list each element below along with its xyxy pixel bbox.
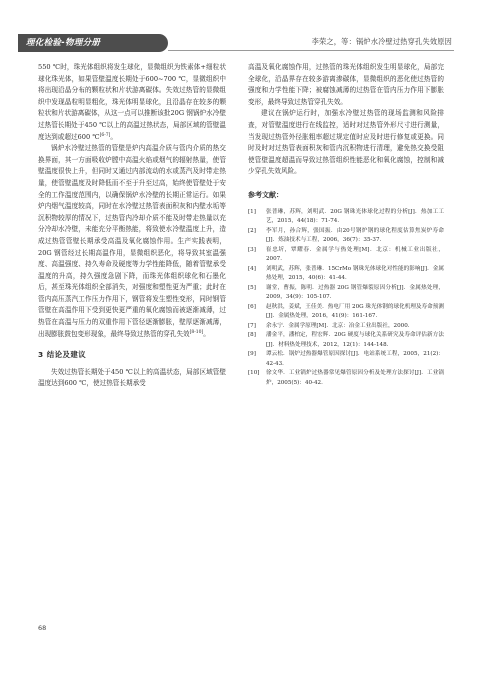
journal-name: 理化检验-物理分册 — [26, 38, 101, 48]
paragraph-end: 。 — [203, 329, 210, 338]
reference-text: 潘金平，潘柏定，程宏辉．20G 硬度与球化关系研究及寿命评估新方法[J]．材料热处理技术，2012，12(1)：144-148． — [266, 332, 444, 348]
reference-text: 张普琳，苏辉，刘明武．20G 钢珠光体球化过程的分析[J]．热加工工艺，2015，44(18)：71-74． — [266, 208, 444, 224]
reference-item — [248, 227, 444, 245]
reference-item — [248, 265, 444, 283]
citation: [6-7] — [99, 132, 111, 138]
reference-text: 谢堂，曹振，陈明．过热器 20G 钢管爆裂原因分析[J]．金属热处理，2009，34(9)：105-107． — [266, 284, 444, 300]
reference-item — [248, 331, 444, 349]
reference-number: [1] — [248, 208, 256, 215]
reference-text: 余永宁．金属学原理[M]．北京：冶金工业出版社，2000． — [266, 322, 414, 329]
reference-list — [248, 208, 444, 388]
page-number: 68 — [38, 624, 47, 632]
paragraph-right-1: 高温及氧化腐蚀作用，过热管的珠光体组织发生明显球化，局部完全球化，沿晶界存在较多游离渗碳体，显微组织的恶化使过热管的强度和力学性能下降；被腐蚀减薄的过热管在管内压力作用下膨胀变形，最终导致过热管穿孔失效。 — [248, 63, 444, 106]
header-rule — [168, 50, 454, 51]
paragraph-left-3: 失效过热管长期处于450 ℃以上的高温状态，局部区域管壁温度达到600 ℃，使过热管长期承受 — [38, 367, 226, 388]
reference-number: [7] — [248, 322, 256, 329]
reference-text: 赵秋洪，姜斌，王佳美．热电厂用 20G 珠光体钢的球化机理及寿命预测[J]．金属热处理，2016，41(9)：161-167． — [266, 303, 444, 319]
reference-item — [248, 350, 444, 368]
paragraph-text: 550 ℃时，珠光体组织将发生球化，显微组织为铁素体+细粒状球化珠光体，如果管壁温度长期处于600~700 ℃，显微组织中将出现沿晶分布的颗粒状和片状游离碳体。失效过热管的显微组织中发现晶粒明显粗化，珠光体明显球化，且沿晶存在较多的颗粒状和片状游离碳体，从这一点可以推断该批20G 钢锅炉水冷壁过热管长期处于450 ℃以上的高温过热状态，局部区域的管壁温度达到或超过600 ℃ — [38, 63, 226, 141]
reference-text: 刘明武，苏辉，张普琳．15CrMo 钢珠光体球化对性能的影响[J]．金属热处理，2015，40(6)：41-44． — [266, 265, 444, 281]
reference-number: [8] — [248, 332, 256, 339]
reference-item — [248, 369, 444, 387]
reference-number: [4] — [248, 265, 256, 272]
reference-number: [5] — [248, 284, 256, 291]
reference-item — [248, 246, 444, 264]
paragraph-left-2 — [38, 143, 226, 340]
reference-item — [248, 303, 444, 321]
references-heading: 参考文献： — [248, 190, 283, 199]
reference-number: [3] — [248, 246, 256, 253]
reference-number: [10] — [248, 370, 260, 377]
left-column — [38, 62, 226, 390]
reference-text: 谭云松．锅炉过热器爆管原因探讨[J]．电站系统工程，2005，21(2)：42-43． — [266, 351, 444, 367]
reference-item — [248, 208, 444, 226]
reference-item — [248, 322, 444, 331]
paragraph-text: 锅炉水冷壁过热管的管壁是炉内高温介质与管内介质的热交换界面，其一方面吸收炉膛中高温火焰或烟气的辐射热量，使管壁温度很快上升，但同时又通过内部流动的水或蒸汽及时带走热量，使管壁温度及时降低而不至于升至过高，始终使管壁处于安全的工作温度范围内，以确保锅炉水冷壁的长期正常运行。如果炉内烟气温度较高，同时在水冷壁过热管表面积灰和内壁水垢等沉积物较厚的情况下，过热管内冷却介质不能及时带走热量以充分冷却水冷壁，未能充分平衡热能，将致使水冷壁温度上升，造成过热管管壁长期承受高温及氧化腐蚀作用。生产实践表明，20G 钢管经过长期高温作用，显微组织恶化，将导致其室温强度、高温强度、持久寿命及硬度等力学性能降低，随着管壁承受温度的升高，持久强度急剧下降，而珠光体组织球化和石墨化后，甚至珠光体组织全部消失，对强度和塑性更为严重；此时在管内高压蒸汽工作压力作用下，钢管将发生塑性变形，同时钢管管壁在高温作用下受到更快更严重的氧化腐蚀而被逐渐减薄，过热管在高温与压力的双重作用下管径逐渐膨胀，壁厚逐渐减薄，出现膨胀鼓包变形现象，最终导致过热管的穿孔失效 — [38, 144, 226, 338]
reference-text: 李军月，孙合辉，張国振．由20号钢炉钢的球化程度估算焦炭炉寿命[J]．炼油技术与工程，2006，36(7)：35-37． — [266, 227, 444, 243]
citation: [8-10] — [189, 329, 204, 335]
reference-number: [6] — [248, 303, 256, 310]
reference-text: 徐文华．工业锅炉过热器常见爆管原因分析及处理方法探讨[J]．工业锅炉，2005(5)：40-42． — [266, 370, 444, 386]
reference-number: [9] — [248, 351, 256, 358]
right-column — [248, 62, 444, 388]
running-title: 李荣之，等：锅炉水冷壁过热穿孔失效原因 — [311, 37, 452, 46]
paragraph-right-2: 建议在锅炉运行时，加强水冷壁过热管的现场监测和风险排查，对管壁温度进行在线监控，适时对过热管外形尺寸进行测量，当发现过热管外径胀粗率超过规定值时应及时进行修复或更换。同时及时对过热管表面积灰和管内沉积物进行清理，避免热交换受阻使管壁温度超温而导致过热管组织性能恶化和氧化腐蚀，控制和减少穿孔失效风险。 — [248, 109, 444, 176]
paragraph-left-1 — [38, 62, 226, 143]
section-heading: 3 结论及建议 — [38, 350, 87, 360]
reference-item — [248, 284, 444, 302]
paragraph-end: 。 — [110, 132, 117, 141]
reference-number: [2] — [248, 227, 256, 234]
reference-text: 崔忠圻，覃耀春．金属学与热处理[M]．北京：机械工业出版社，2007． — [266, 246, 444, 262]
